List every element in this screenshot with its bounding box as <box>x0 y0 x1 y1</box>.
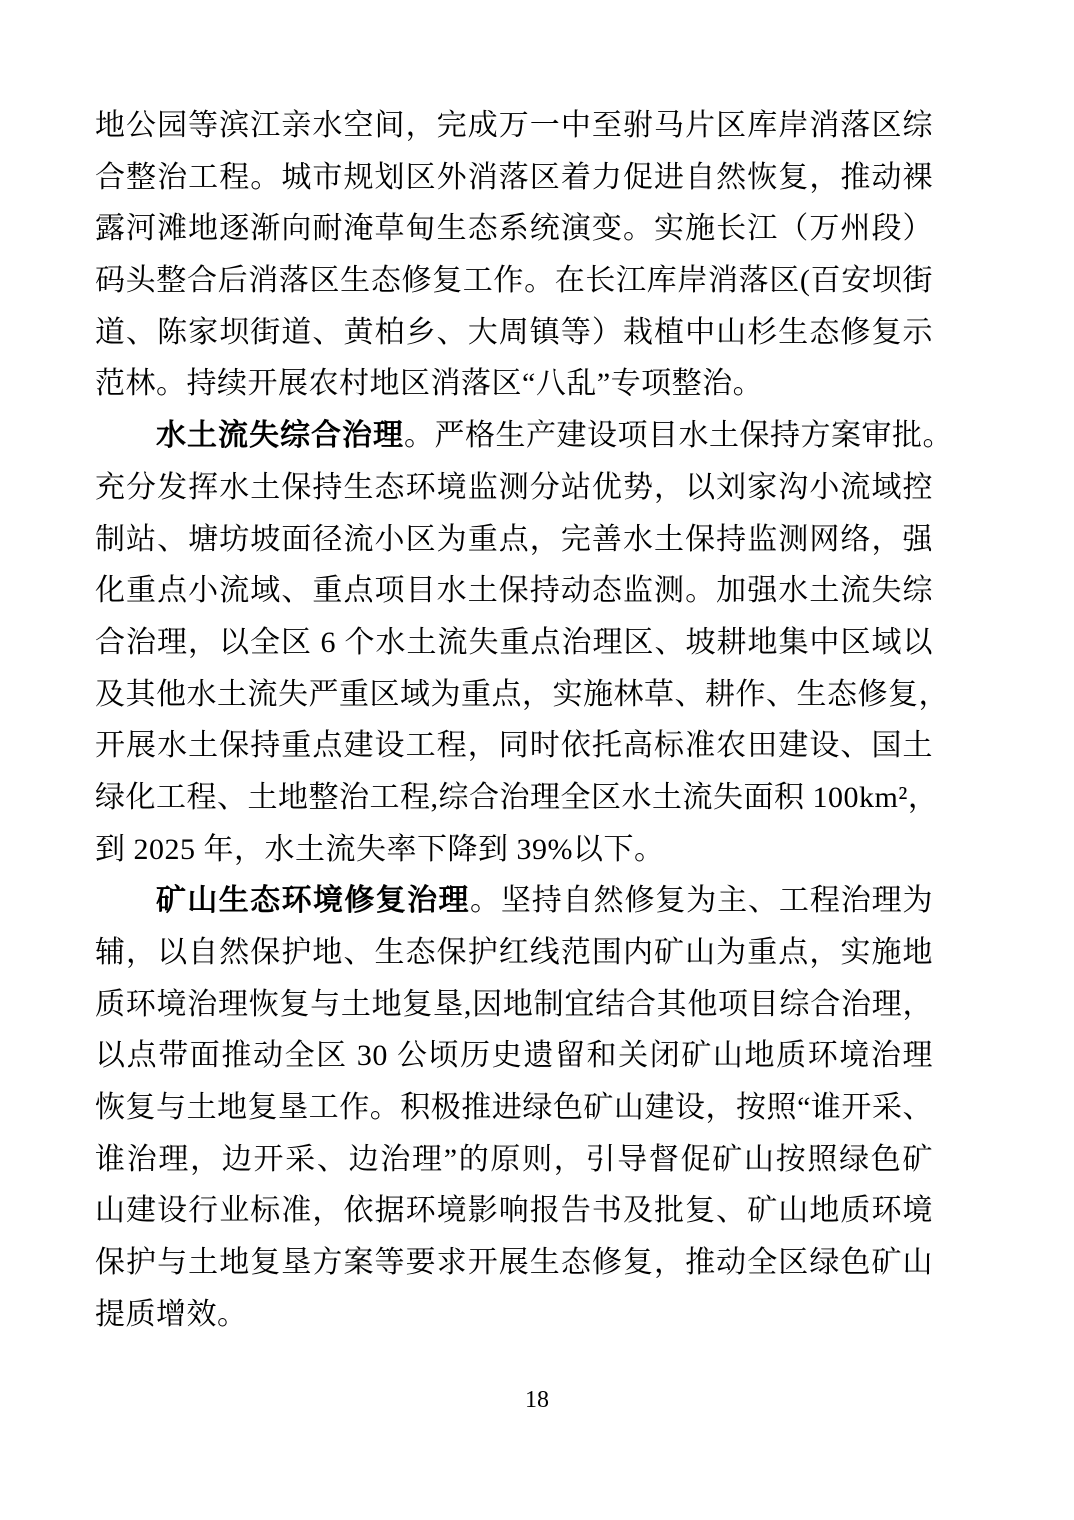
paragraph-heading: 矿山生态环境修复治理 <box>156 884 470 918</box>
text-line: 到 2025 年，水土流失率下降到 39%以下。 <box>95 832 665 866</box>
text-line: 制站、塘坊坡面径流小区为重点，完善水土保持监测网络，强 <box>95 522 933 556</box>
text-line: 充分发挥水土保持生态环境监测分站优势，以刘家沟小流域控 <box>95 470 933 504</box>
text-line: 质环境治理恢复与土地复垦,因地制宜结合其他项目综合治理， <box>95 987 933 1021</box>
paragraph <box>95 410 953 875</box>
text-line: 合治理，以全区 6 个水土流失重点治理区、坡耕地集中区域以 <box>95 625 933 659</box>
text-line: 道、陈家坝街道、黄柏乡、大周镇等）栽植中山杉生态修复示 <box>95 315 933 349</box>
text-line: 绿化工程、土地整治工程,综合治理全区水土流失面积 100km²， <box>95 780 939 814</box>
page-number: 18 <box>525 1387 549 1413</box>
text-line: 化重点小流域、重点项目水土保持动态监测。加强水土流失综 <box>95 574 933 608</box>
text-line: 及其他水土流失严重区域为重点，实施林草、耕作、生态修复， <box>95 677 949 711</box>
text-line <box>95 875 933 927</box>
text-line: 保护与土地复垦方案等要求开展生态修复，推动全区绿色矿山 <box>95 1246 933 1280</box>
text-line: 山建设行业标准，依据环境影响报告书及批复、矿山地质环境 <box>95 1194 933 1228</box>
text-line: 码头整合后消落区生态修复工作。在长江库岸消落区(百安坝街 <box>95 264 933 298</box>
paragraph <box>95 875 933 1340</box>
text-line <box>95 410 953 462</box>
text-line: 开展水土保持重点建设工程，同时依托高标准农田建设、国土 <box>95 729 933 763</box>
text-line: 露河滩地逐渐向耐淹草甸生态系统演变。实施长江（万州段） <box>95 212 933 246</box>
text-line: 恢复与土地复垦工作。积极推进绿色矿山建设，按照“谁开采、 <box>95 1091 933 1125</box>
paragraph-heading-rest: 。坚持自然修复为主、工程治理为 <box>469 884 934 918</box>
text-line: 以点带面推动全区 30 公顷历史遗留和关闭矿山地质环境治理 <box>95 1039 933 1073</box>
document-body <box>95 100 953 1341</box>
paragraph <box>95 100 933 410</box>
paragraph-heading-rest: 。严格生产建设项目水土保持方案审批。 <box>404 419 953 453</box>
text-line: 谁治理，边开采、边治理”的原则，引导督促矿山按照绿色矿 <box>95 1142 933 1176</box>
text-line: 地公园等滨江亲水空间，完成万一中至驸马片区库岸消落区综 <box>95 109 933 142</box>
text-line: 辅，以自然保护地、生态保护红线范围内矿山为重点，实施地 <box>95 936 933 969</box>
text-line: 范林。持续开展农村地区消落区“八乱”专项整治。 <box>95 367 764 401</box>
text-line: 提质增效。 <box>95 1297 248 1331</box>
text-line: 合整治工程。城市规划区外消落区着力促进自然恢复，推动裸 <box>95 160 933 194</box>
paragraph-heading: 水土流失综合治理 <box>156 419 404 453</box>
